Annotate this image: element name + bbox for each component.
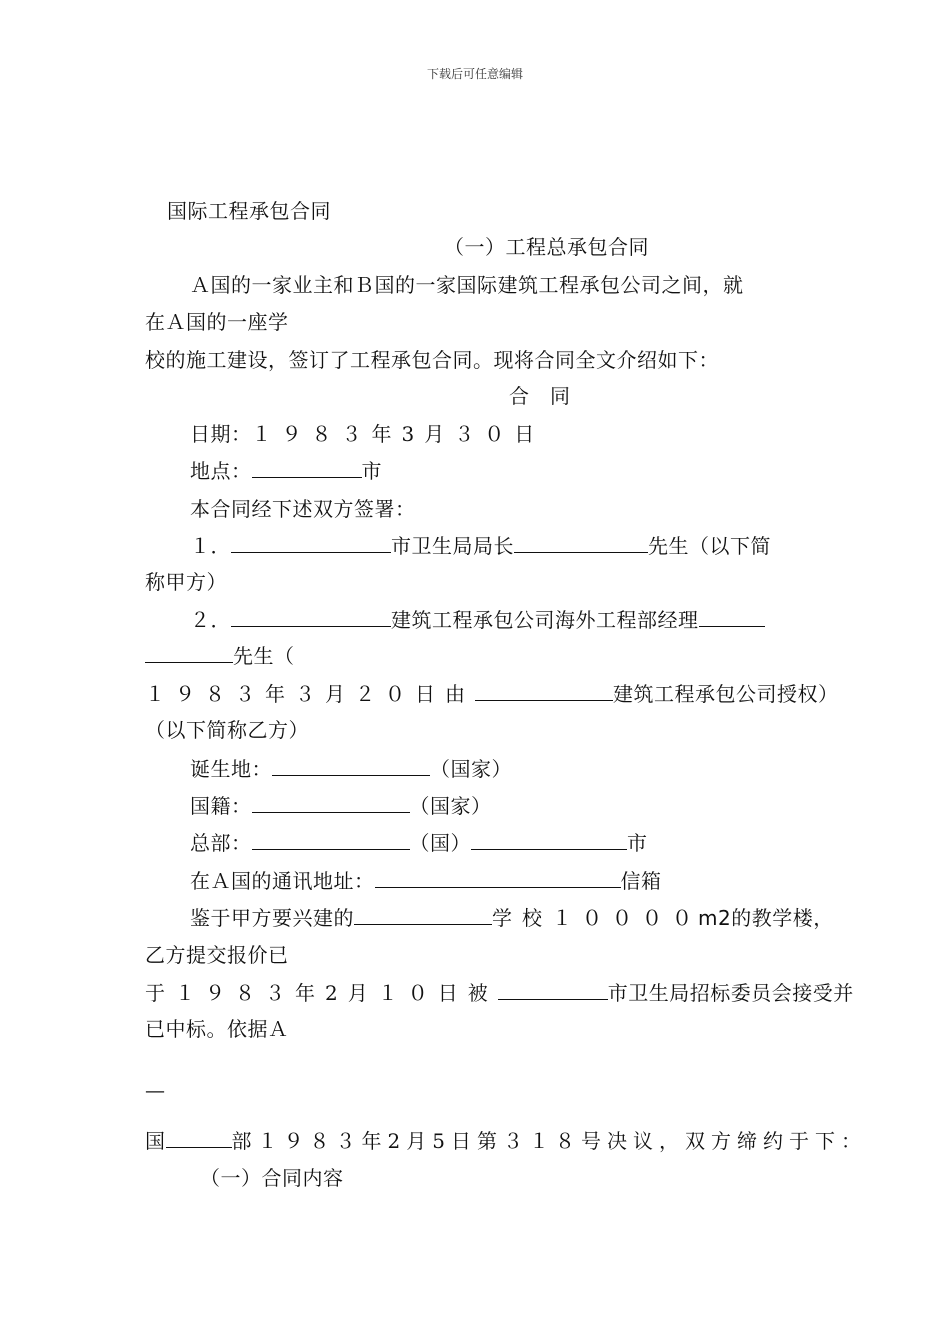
date-value: １９８３年3月３０日 bbox=[251, 422, 545, 446]
party2-role: 建筑工程承包公司海外工程部经理 bbox=[391, 608, 699, 632]
headquarters-suffix: 市 bbox=[627, 831, 648, 855]
headquarters-blank-city bbox=[471, 831, 627, 850]
download-note: 下载后可任意编辑 bbox=[426, 67, 523, 81]
birthplace-label: 诞生地： bbox=[190, 757, 272, 781]
party2-continuation: 先生（ bbox=[233, 644, 295, 668]
party2-blank-name-b bbox=[145, 644, 233, 663]
whereas-line-2: 乙方提交报价已 bbox=[145, 943, 289, 967]
whereas-text-3: 的教学楼， bbox=[731, 906, 834, 930]
party1-blank-name bbox=[514, 534, 648, 553]
party2-line-3 bbox=[145, 681, 839, 707]
party2-number: ２． bbox=[190, 608, 231, 632]
place-line bbox=[190, 458, 382, 484]
contract-heading: 合 同 bbox=[509, 384, 571, 408]
place-suffix: 市 bbox=[361, 459, 382, 483]
party2-authorization: 建筑工程承包公司授权） bbox=[613, 682, 839, 706]
party1-number: １． bbox=[190, 534, 231, 558]
decision-blank-ministry bbox=[166, 1129, 232, 1148]
party1-role: 市卫生局局长 bbox=[391, 534, 514, 558]
whereas-text-1: 鉴于甲方要兴建的 bbox=[190, 906, 354, 930]
nationality-suffix: （国家） bbox=[409, 794, 492, 818]
birthplace-suffix: （国家） bbox=[430, 757, 512, 781]
dash-mark: — bbox=[145, 1078, 166, 1102]
signing-line: 本合同经下述双方签署： bbox=[190, 497, 416, 521]
headquarters-country: （国） bbox=[409, 831, 471, 855]
birthplace-line bbox=[190, 756, 512, 782]
intro-line-3: 校的施工建设，签订了工程承包合同。现将合同全文介绍如下： bbox=[145, 348, 719, 372]
party2-blank-company bbox=[231, 608, 391, 627]
place-blank bbox=[252, 459, 362, 478]
birthplace-blank bbox=[272, 757, 430, 776]
decision-line bbox=[145, 1128, 867, 1154]
party1-blank-city bbox=[231, 534, 391, 553]
headquarters-line bbox=[190, 830, 648, 856]
whereas-blank-school bbox=[354, 906, 492, 925]
document-title: 国际工程承包合同 bbox=[167, 199, 331, 223]
place-label: 地点： bbox=[190, 459, 252, 483]
whereas-date: 于１９８３年2月１０日被 bbox=[145, 981, 498, 1005]
whereas-line-3 bbox=[145, 980, 854, 1006]
address-suffix: 信箱 bbox=[620, 869, 662, 893]
party1-tail: 先生（以下简 bbox=[648, 534, 771, 558]
party2-line bbox=[190, 607, 765, 633]
address-label: 在Ａ国的通讯地址： bbox=[190, 869, 375, 893]
whereas-blank-city bbox=[498, 981, 608, 1000]
headquarters-label: 总部： bbox=[190, 831, 252, 855]
whereas-line-1 bbox=[190, 905, 834, 931]
address-line bbox=[190, 868, 662, 894]
whereas-text-6: 市卫生局招标委员会接受并 bbox=[607, 981, 854, 1005]
party2-abbreviation: （以下简称乙方） bbox=[145, 718, 309, 742]
address-blank bbox=[375, 869, 621, 888]
date-label: 日期： bbox=[190, 422, 252, 446]
nationality-label: 国籍： bbox=[190, 794, 252, 818]
party2-date: １９８３年３月２０日由 bbox=[145, 682, 475, 706]
whereas-unit: m2 bbox=[698, 906, 732, 930]
party2-line-2 bbox=[145, 643, 295, 669]
party1-continuation: 称甲方） bbox=[145, 570, 227, 594]
decision-text-2: 部１９８３年2月5日第３１８号决议，双方缔约于下： bbox=[231, 1129, 867, 1153]
party2-blank-name-a bbox=[699, 608, 765, 627]
headquarters-blank-country bbox=[252, 831, 410, 850]
party2-blank-auth bbox=[475, 682, 613, 701]
decision-text-1: 国 bbox=[145, 1129, 166, 1153]
nationality-blank bbox=[252, 794, 410, 813]
date-line bbox=[190, 421, 544, 447]
whereas-text-2: 学校１００００ bbox=[492, 906, 702, 930]
content-heading: （一）合同内容 bbox=[200, 1166, 344, 1190]
party1-line bbox=[190, 533, 771, 559]
nationality-line bbox=[190, 793, 492, 819]
whereas-line-4: 已中标。依据Ａ bbox=[145, 1017, 289, 1041]
intro-line-1: Ａ国的一家业主和Ｂ国的一家国际建筑工程承包公司之间，就 bbox=[190, 273, 744, 297]
intro-line-2: 在Ａ国的一座学 bbox=[145, 310, 289, 334]
section-title: （一）工程总承包合同 bbox=[444, 235, 649, 259]
